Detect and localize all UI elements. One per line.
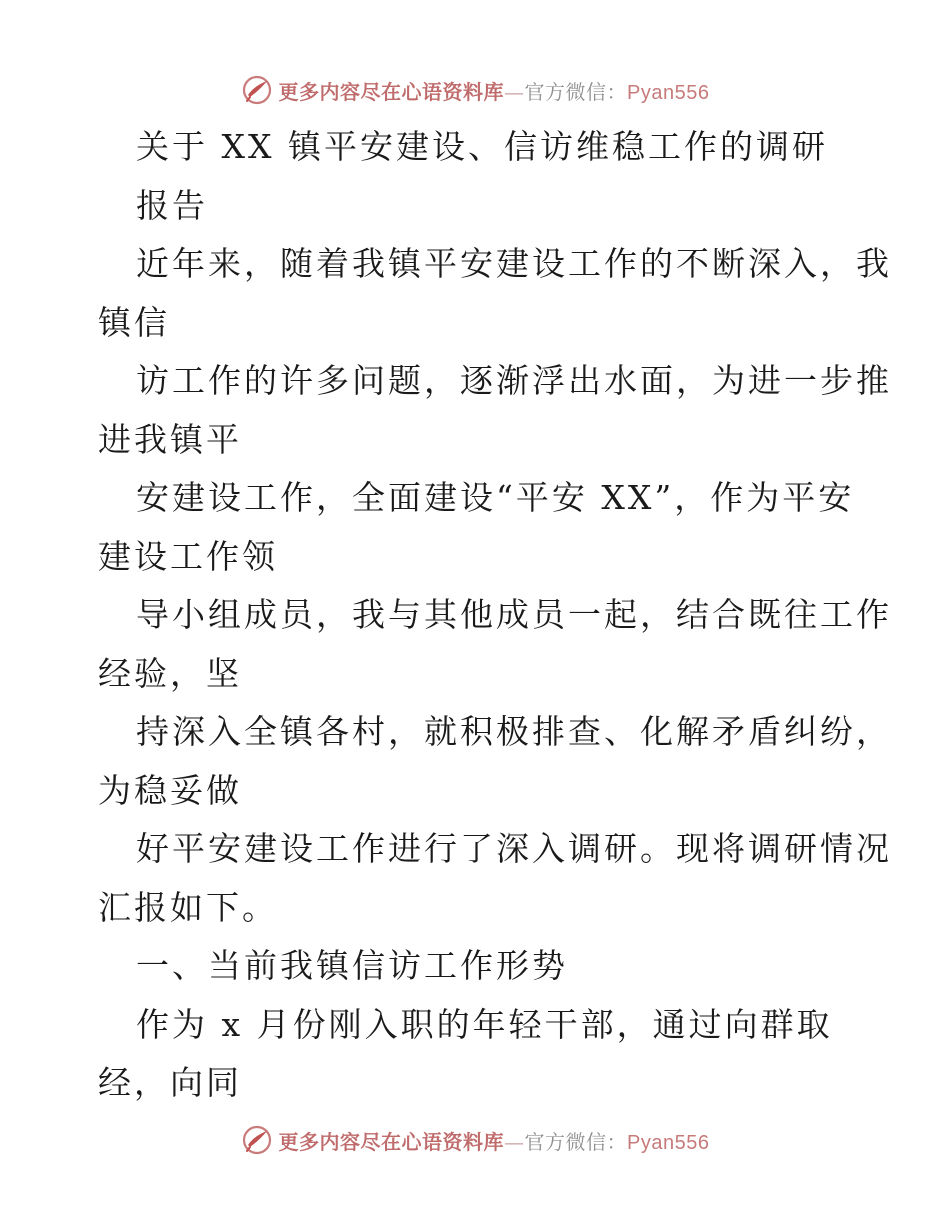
watermark-header bbox=[0, 70, 950, 110]
watermark-id: Pyan556 bbox=[627, 1131, 710, 1154]
watermark-label: 官方微信： bbox=[524, 1129, 628, 1154]
paragraph-line: 报告 bbox=[136, 185, 208, 225]
watermark-id: Pyan556 bbox=[627, 81, 710, 104]
paragraph-line: 经验，坚 bbox=[98, 653, 242, 693]
paragraph-line: 汇报如下。 bbox=[98, 887, 278, 927]
paragraph-line: 镇信 bbox=[98, 302, 170, 342]
paragraph-line: 访工作的许多问题，逐渐浮出水面，为进一步推 bbox=[136, 361, 892, 400]
paragraph-line: 经，向同 bbox=[98, 1063, 242, 1102]
paragraph-line: 关于 XX 镇平安建设、信访维稳工作的调研 bbox=[136, 127, 828, 166]
watermark-label: 官方微信： bbox=[524, 79, 628, 104]
watermark-dash: — bbox=[504, 79, 525, 104]
watermark-dash: — bbox=[504, 1129, 525, 1154]
paragraph-line: 为稳妥做 bbox=[98, 770, 242, 810]
watermark-brand: 更多内容尽在心语资料库 bbox=[278, 1129, 505, 1154]
paragraph-line: 好平安建设工作进行了深入调研。现将调研情况 bbox=[136, 829, 892, 868]
pen-logo-icon bbox=[241, 1124, 273, 1156]
watermark-footer bbox=[0, 1120, 950, 1160]
paragraph-line: 导小组成员，我与其他成员一起，结合既往工作 bbox=[136, 595, 892, 634]
watermark-brand: 更多内容尽在心语资料库 bbox=[278, 79, 505, 104]
paragraph-line: 进我镇平 bbox=[98, 419, 242, 459]
pen-logo-icon bbox=[241, 74, 273, 106]
document-body bbox=[98, 118, 892, 1113]
paragraph-line: 作为 x 月份刚入职的年轻干部，通过向群取 bbox=[136, 1004, 833, 1044]
paragraph-line: 建设工作领 bbox=[98, 536, 278, 576]
paragraph-line: 近年来，随着我镇平安建设工作的不断深入，我 bbox=[136, 244, 892, 283]
paragraph-line: 安建设工作，全面建设“平安 XX”，作为平安 bbox=[136, 478, 855, 517]
paragraph-line: 持深入全镇各村，就积极排查、化解矛盾纠纷， bbox=[136, 712, 892, 751]
watermark-text bbox=[279, 76, 710, 105]
paragraph-line: 一、当前我镇信访工作形势 bbox=[136, 946, 568, 985]
watermark-text bbox=[279, 1126, 710, 1155]
